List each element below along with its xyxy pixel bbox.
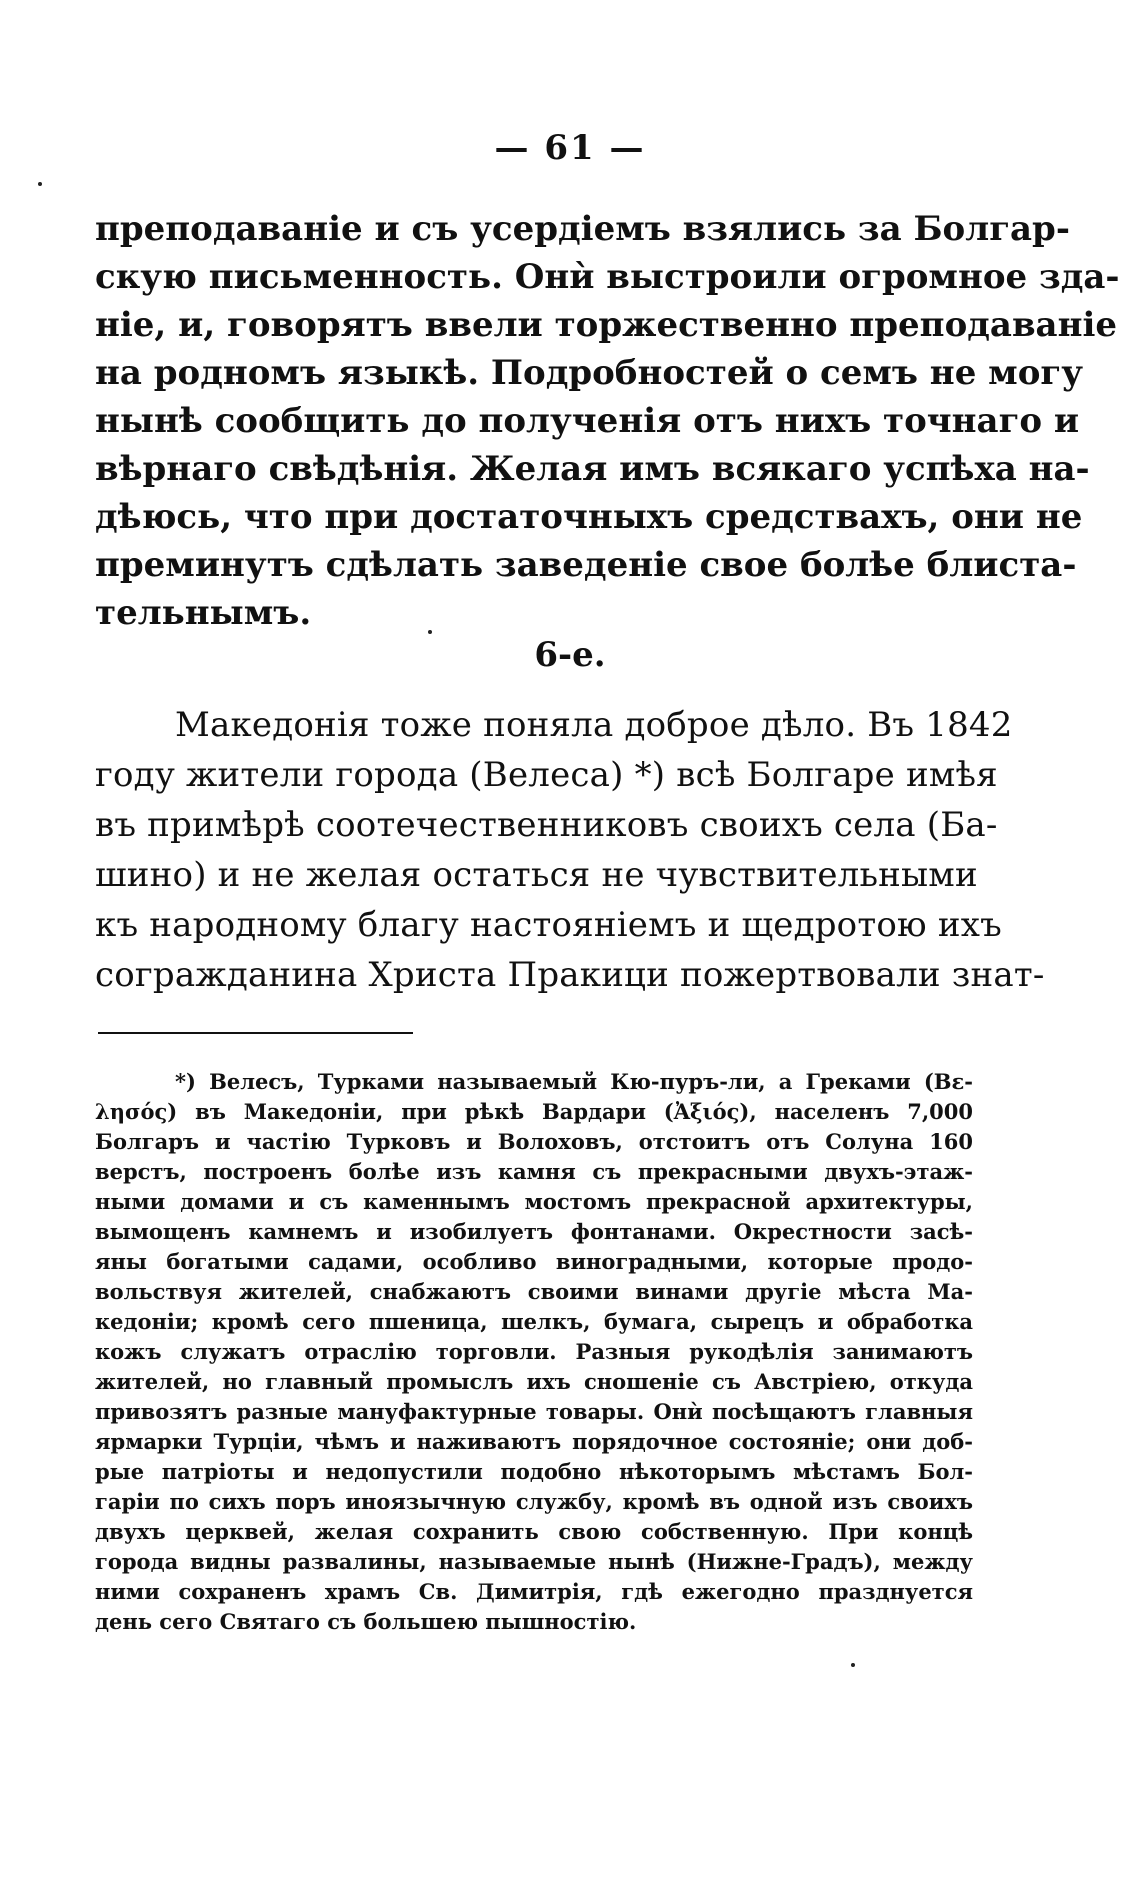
footnote-line: вольствуя жителей, снабжаютъ своими винами другiе мѣста Ма- (95, 1279, 973, 1304)
text-line: году жители города (Велеса) *) всѣ Болгаре имѣя (95, 755, 998, 795)
text-line: согражданина Христа Пракици пожертвовали знат- (95, 955, 1045, 995)
text-line: къ народному благу настоянiемъ и щедротою ихъ (95, 905, 1002, 945)
footnote-line: рые патрiоты и недопустили подобно нѣкоторымъ мѣстамъ Бол- (95, 1459, 973, 1484)
print-speck (851, 1663, 855, 1667)
text-line: вѣрнаго свѣдѣнiя. Желая имъ всякаго успѣха на- (95, 449, 1090, 489)
text-line: Македонiя тоже поняла доброе дѣло. Въ 1842 (175, 705, 1013, 745)
footnote-line: *) Велесъ, Турками называемый Кю-пуръ-ли, а Греками (Βε- (175, 1069, 973, 1094)
footnote-line: верстъ, построенъ болѣе изъ камня съ прекрасными двухъ-этаж- (95, 1159, 973, 1184)
footnote-line: ными домами и съ каменнымъ мостомъ прекрасной архитектуры, (95, 1189, 973, 1214)
text-line: шино) и не желая остаться не чувствительными (95, 855, 978, 895)
text-line: преминутъ сдѣлать заведенiе свое болѣе блиста- (95, 545, 1077, 585)
text-line: нынѣ сообщить до полученiя отъ нихъ точнаго и (95, 401, 1080, 441)
section-paragraph (95, 700, 1045, 1000)
footnote-line: ними сохраненъ храмъ Св. Димитрiя, гдѣ ежегодно празднуется (95, 1579, 973, 1604)
text-line: нiе, и, говорятъ ввели торжественно преподаванiе (95, 305, 1118, 345)
section-heading: 6-е. (534, 635, 606, 675)
footnote-line: день сего Святаго съ большею пышностiю. (95, 1609, 637, 1634)
footnote-line: ярмарки Турцiи, чѣмъ и наживаютъ порядочное состоянiе; они доб- (95, 1429, 973, 1454)
footnote-line: кедонiи; кромѣ сего пшеница, шелкъ, бумага, сырецъ и обработка (95, 1309, 973, 1334)
page-number: — 61 — (494, 128, 646, 168)
footnote-line: вымощенъ камнемъ и изобилуетъ фонтанами. Окрестности засѣ- (95, 1219, 973, 1244)
text-line: преподаванiе и съ усердiемъ взялись за Болгар- (95, 209, 1070, 249)
footnote-line: λησός) въ Македонiи, при рѣкѣ Вардари (Ἀξιός), населенъ 7,000 (95, 1099, 973, 1124)
footnote-line: кожъ служатъ отраслiю торговли. Разныя рукодѣлiя занимаютъ (95, 1339, 973, 1364)
footnote-line: привозятъ разные мануфактурные товары. Онѝ посѣщаютъ главныя (95, 1399, 973, 1424)
footnote-line: Болгаръ и частiю Турковъ и Волоховъ, отстоитъ отъ Солуна 160 (95, 1129, 973, 1154)
footnote-line: города видны развалины, называемые нынѣ (Нижне-Градъ), между (95, 1549, 973, 1574)
text-line: скую письменность. Онѝ выстроили огромное зда- (95, 257, 1120, 297)
footnote-line: жителей, но главный промыслъ ихъ сношенiе съ Австрiею, откуда (95, 1369, 973, 1394)
main-paragraph (95, 205, 1120, 637)
footnote-line: гарiи по сихъ поръ иноязычную службу, кромѣ въ одной изъ своихъ (95, 1489, 973, 1514)
footnote-line: двухъ церквей, желая сохранить свою собственную. При концѣ (95, 1519, 973, 1544)
text-line: въ примѣрѣ соотечественниковъ своихъ села (Ба- (95, 805, 998, 845)
print-speck (38, 182, 42, 186)
text-line: тельнымъ. (95, 593, 312, 633)
text-line: дѣюсь, что при достаточныхъ средствахъ, они не (95, 497, 1083, 537)
footnote-line: яны богатыми садами, особливо виноградными, которые продо- (95, 1249, 973, 1274)
text-line: на родномъ языкѣ. Подробностей о семъ не могу (95, 353, 1083, 393)
print-speck (428, 630, 432, 634)
footnote (95, 1067, 973, 1637)
footnote-divider (98, 1032, 413, 1034)
